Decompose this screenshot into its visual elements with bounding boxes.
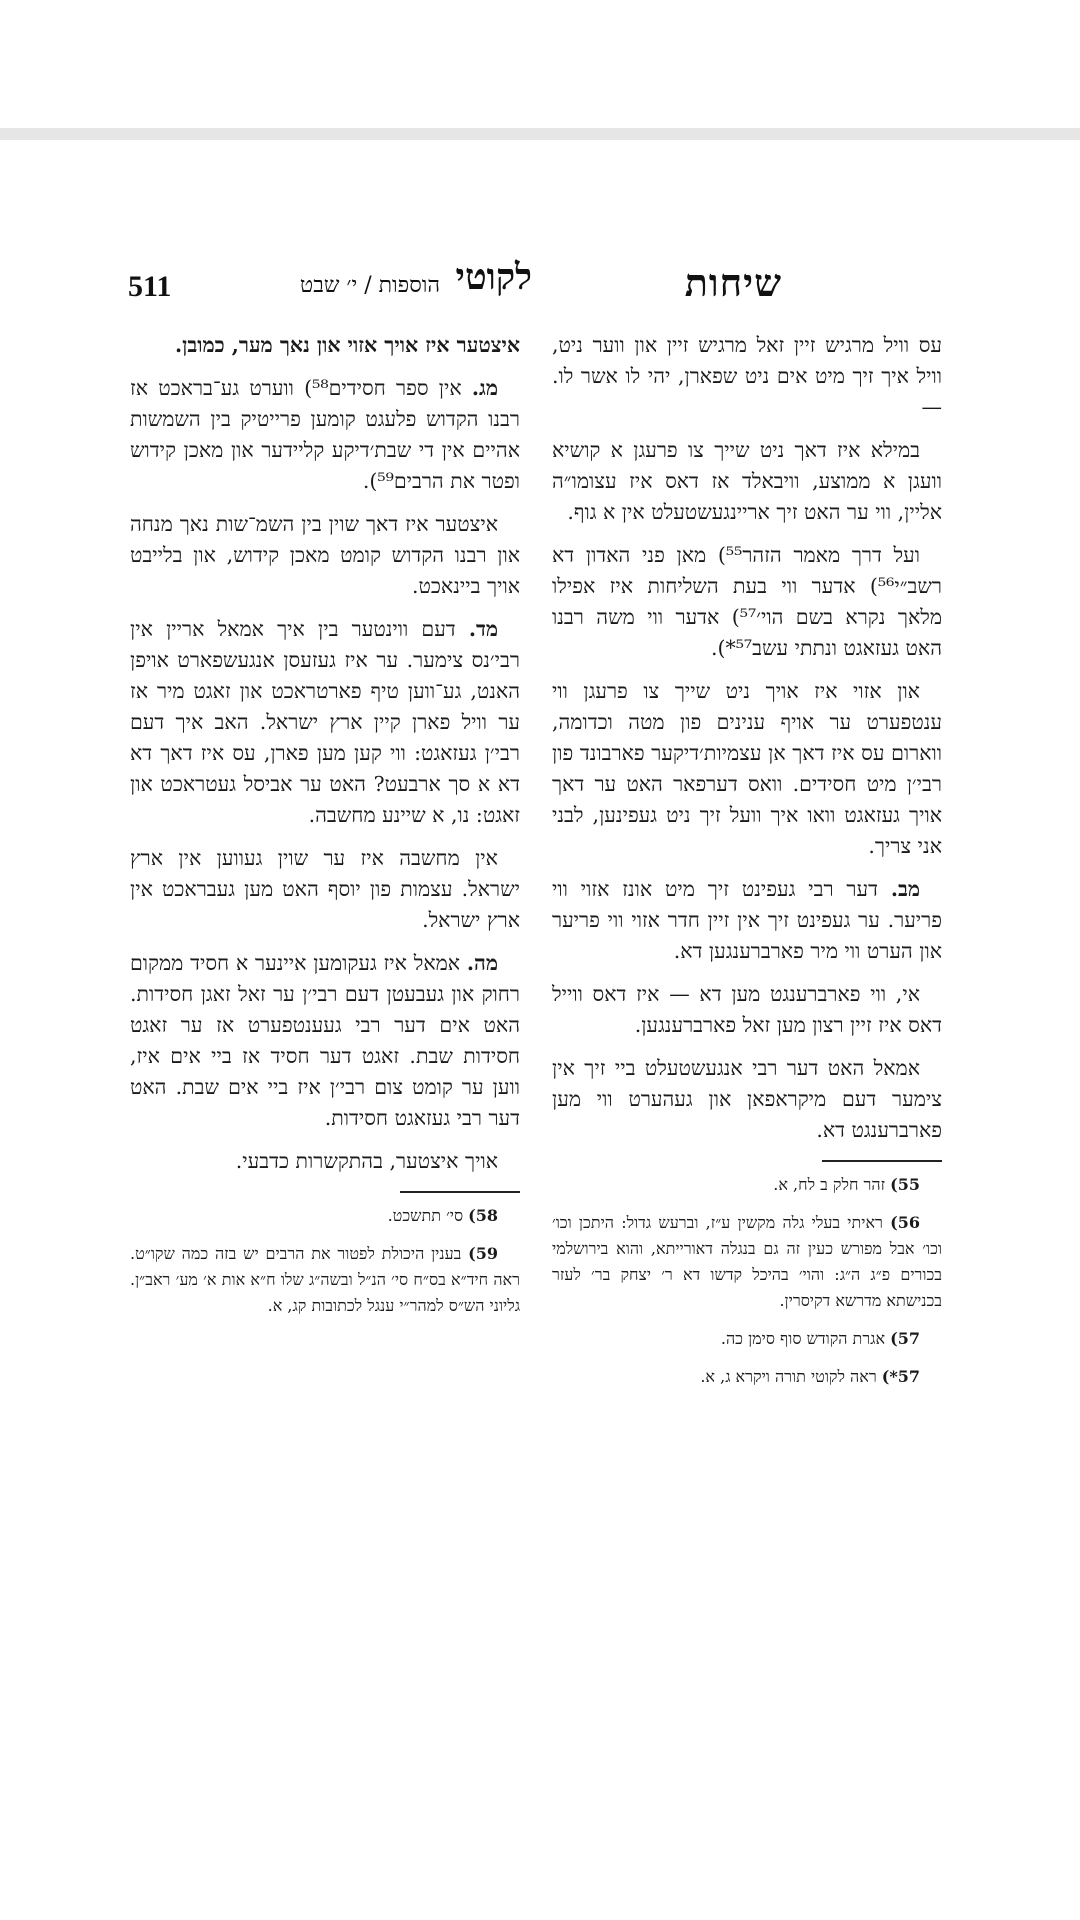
right-column: [552, 330, 942, 1402]
section-md: [130, 614, 520, 831]
section-label: מג.: [471, 376, 498, 400]
section-mb: [552, 874, 942, 967]
section-text: אמאל איז געקומען איינער א חסיד ממקום רחוק און געבעטן דעם רבי׳ן ער זאל זאגן חסידות. האט אים דער רבי געענטפערט אז ער זאגט חסידות שבת. זאגט דער חסיד אז ביי אים איז, ווען ער קומט צום רבי׳ן איז ביי אים שבת. האט דער רבי געזאגט חסידות.: [130, 951, 520, 1130]
paragraph: אין מחשבה איז ער שוין געווען אין ארץ ישראל. עצמות פון יוסף האט מען געבראכט אין ארץ ישראל.: [130, 846, 520, 932]
footnote-text: ראיתי בעלי גלה מקשין ע״ז, וברעש גדול: היתכן וכו׳ וכו׳ אבל מפורש כעין זה גם בנגלה דאורייתא, והוא בירושלמי בכורים פ״ג ה״ג: והוי׳ בהיכל קדשו דא ר׳ יצחק בר׳ לעזר בכנישתא מדרשא דקיסרין.: [552, 1213, 942, 1310]
footnote-number: 58): [468, 1206, 498, 1225]
left-column: [130, 330, 520, 1331]
footnote: [130, 1241, 520, 1319]
section-mh: [130, 948, 520, 1134]
footnote-number: 56): [890, 1213, 920, 1232]
top-divider: [0, 128, 1080, 140]
running-section: הוספות / י׳ שבט: [299, 273, 440, 298]
footnote-number: 59): [468, 1244, 499, 1263]
footnote-text: אגרת הקודש סוף סימן כה.: [720, 1329, 886, 1348]
footnote-divider: [822, 1160, 942, 1162]
footnote-number: 55): [890, 1175, 920, 1194]
footnote: [552, 1364, 942, 1390]
footnote-divider: [400, 1191, 520, 1193]
section-text: דעם ווינטער בין איך אמאל אריין אין רבי׳נס צימער. ער איז געזעסן אנגעשפארט אויפן האנט, גע־ווען טיף פארטראכט און זאגט מיר אז ער וויל פארן קיין ארץ ישראל. האב איך דעם רבי׳ן געזאגט: ווי קען מען פארן, עס איז דאך דא דא א סך ארבעט? האט ער אביסל געטראכט און זאגט: נו, א שיינע מחשבה.: [130, 617, 520, 827]
paragraph: אויך איצטער, בהתקשרות כדבעי.: [235, 1149, 498, 1173]
paragraph: ועל דרך מאמר הזהר⁵⁵) מאן פני האדון דא רשב״י⁵⁶) אדער ווי בעת השליחות איז אפילו מלאך נקרא בשם הוי׳⁵⁷) אדער ווי משה רבנו האט געזאגט ונתתי עשב⁵⁷*).: [552, 543, 942, 660]
running-title: שיחות: [684, 260, 782, 305]
section-text: דער רבי געפינט זיך מיט אונז אזוי ווי פריער. ער געפינט זיך אין זיין חדר אזוי ווי פריער און הערט ווי מיר פארברענגען דא.: [552, 877, 942, 963]
footnote: [552, 1326, 942, 1352]
paragraph: אמאל האט דער רבי אנגעשטעלט ביי זיך אין צימער דעם מיקראפאן און געהערט ווי מען פארברענגט דא.: [552, 1056, 942, 1142]
running-book-title: לקוטי: [455, 256, 532, 298]
footnote-number: 57*): [881, 1367, 920, 1386]
section-label: מב.: [890, 877, 920, 901]
paragraph: איצטער איז דאך שוין בין השמ־שות נאך מנחה און רבנו הקדוש קומט מאכן קידוש, און בלייבט אויך ביינאכט.: [130, 512, 520, 598]
page-number: 511: [128, 270, 172, 303]
section-label: מד.: [468, 617, 498, 641]
section-label: מה.: [466, 951, 498, 975]
paragraph: עס וויל מרגיש זיין זאל מרגיש זיין און ווער ניט, וויל איך זיך מיט אים ניט שפארן, יהי לו אשר לו. —: [552, 333, 942, 419]
section-text: אין ספר חסידים⁵⁸) ווערט גע־בראכט אז רבנו הקדוש פלעגט קומען פרייטיק בין השמשות אהיים אין די שבת׳דיקע קליידער און מאכן קידוש ופטר את הרבים⁵⁹).: [130, 376, 520, 493]
paragraph: אי, ווי פארברענגט מען דא — איז דאס ווייל דאס איז זיין רצון מען זאל פארברענגען.: [552, 982, 942, 1037]
footnote-number: 57): [890, 1329, 920, 1348]
footnote-text: סי׳ תתשכט.: [387, 1206, 464, 1225]
footnote: [130, 1203, 520, 1229]
top-band: [0, 0, 1080, 128]
footnote-text: ראה לקוטי תורה ויקרא ג, א.: [700, 1367, 877, 1386]
footnote: [552, 1210, 942, 1314]
footnote-text: בענין היכולת לפטור את הרבים יש בזה כמה שקו״ט. ראה חיד״א בס״ח סי׳ הנ״ל ובשה״ג שלו ח״א אות א׳ מע׳ ראב״ן. גליוני הש״ס למהר״י ענגל לכתובות קג, א.: [130, 1244, 520, 1315]
paragraph: במילא איז דאך ניט שייך צו פרעגן א קושיא וועגן א ממוצע, וויבאלד אז דאס איז עצומו״ה אליין, ווי ער האט זיך אריינגעשטעלט אין א גוף.: [552, 438, 942, 524]
paragraph: איצטער איז אויך אזוי און נאך מער, כמובן.: [174, 333, 520, 357]
footnote: [552, 1172, 942, 1198]
footnote-text: זהר חלק ב לח, א.: [773, 1175, 886, 1194]
paragraph: און אזוי איז אויך ניט שייך צו פרעגן ווי ענטפערט ער אויף ענינים פון מטה וכדומה, ווארום עס איז דאך אן עצמיות׳דיקער פארבונד פון רבי׳ן מיט חסידים. וואס דערפאר האט ער דאך אויך געזאגט וואו איך וועל זיך ניט געפינען, לבני אני צריך.: [552, 679, 942, 858]
section-mg: [130, 373, 520, 497]
